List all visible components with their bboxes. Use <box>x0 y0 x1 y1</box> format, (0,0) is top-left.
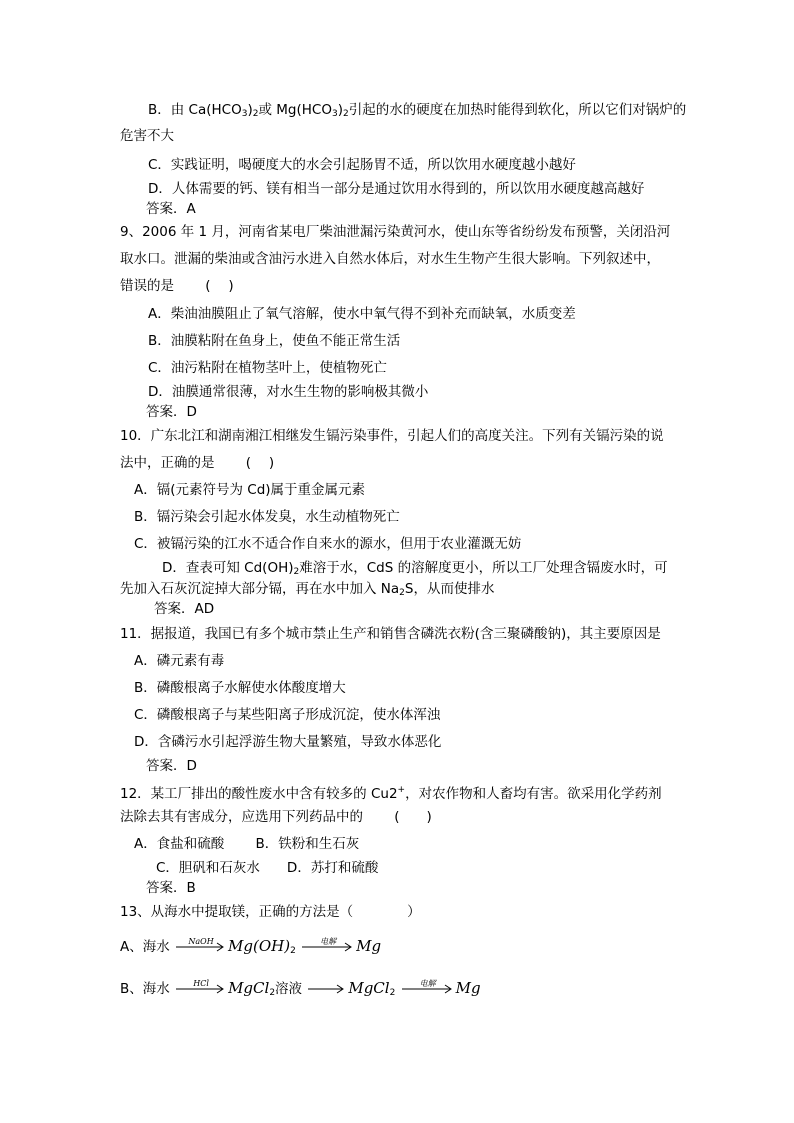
q10-option-b: B．镉污染会引起水体发臭，水生动植物死亡 <box>134 509 400 525</box>
q8-option-b-line1 <box>148 100 686 124</box>
q13-option-b <box>120 976 481 1005</box>
formula: MgCl <box>228 979 270 997</box>
text: ，对农作物和人畜均有害。欲采用化学药剂 <box>405 786 662 802</box>
q10-stem-line2: 法中，正确的是 ( ) <box>120 455 275 471</box>
text: 12．某工厂排出的酸性废水中含有较多的 Cu2 <box>120 786 398 802</box>
q9-stem-line3: 错误的是 ( ) <box>120 278 234 294</box>
q8-option-d: D．人体需要的钙、镁有相当一部分是通过饮用水得到的，所以饮用水硬度越高越好 <box>148 181 645 197</box>
text: A、海水 <box>120 939 170 955</box>
q8-option-c: C．实践证明，喝硬度大的水会引起肠胃不适，所以饮用水硬度越小越好 <box>148 157 576 173</box>
subscript: 3 <box>331 109 338 119</box>
q12-stem-line1 <box>120 780 662 804</box>
q9-answer: 答案．D <box>146 404 197 420</box>
q11-option-c: C．磷酸根离子与某些阳离子形成沉淀，使水体浑浊 <box>134 707 441 723</box>
text: ) <box>337 102 343 118</box>
reaction-arrow <box>308 984 346 994</box>
subscript: 2 <box>342 109 349 119</box>
q11-option-a: A．磷元素有毒 <box>134 653 225 669</box>
q10-option-a: A．镉(元素符号为 Cd)属于重金属元素 <box>134 482 366 498</box>
arrow-label: 电解 <box>419 979 436 988</box>
q8-option-b-line2: 危害不大 <box>120 128 174 144</box>
q9-option-c: C．油污粘附在植物茎叶上，使植物死亡 <box>148 360 387 376</box>
reaction-arrow <box>176 937 226 952</box>
formula: MgCl <box>348 979 390 997</box>
reaction-arrow <box>402 979 454 994</box>
q9-stem-line1: 9、2006 年 1 月，河南省某电厂柴油泄漏污染黄河水，使山东等省纷纷发布预警，关闭沿河 <box>120 224 671 240</box>
q9-stem-line2: 取水口。泄漏的柴油或含油污水进入自然水体后，对水生生物产生很大影响。下列叙述中， <box>120 251 660 267</box>
q10-answer: 答案．AD <box>154 601 215 617</box>
q9-option-d: D．油膜通常很薄，对水生生物的影响极其微小 <box>148 384 429 400</box>
q12-answer: 答案．B <box>146 880 196 896</box>
q11-option-b: B．磷酸根离子水解使水体酸度增大 <box>134 680 346 696</box>
reaction-arrow <box>302 937 354 952</box>
text: 先加入石灰沉淀掉大部分镉，再在水中加入 Na <box>120 581 400 597</box>
formula: Mg <box>455 979 481 997</box>
formula: Mg(OH) <box>228 937 291 955</box>
q8-answer: 答案．A <box>146 201 196 217</box>
q11-answer: 答案．D <box>146 758 197 774</box>
subscript: 2 <box>389 988 396 998</box>
subscript: 2 <box>293 567 300 577</box>
subscript: 2 <box>252 109 259 119</box>
q12-stem-line2: 法除去其有害成分，应选用下列药品中的 ( ) <box>120 809 432 825</box>
q10-option-c: C．被镉污染的江水不适合作自来水的源水，但用于农业灌溉无妨 <box>134 536 522 552</box>
arrow-icon <box>308 984 346 994</box>
arrow-label: HCl <box>193 979 209 988</box>
arrow-label: NaOH <box>188 937 214 946</box>
q11-option-d: D．含磷污水引起浮游生物大量繁殖，导致水体恶化 <box>134 734 442 750</box>
q9-option-a: A．柴油油膜阻止了氧气溶解，使水中氧气得不到补充而缺氧，水质变差 <box>148 306 576 322</box>
superscript: + <box>397 785 406 795</box>
q9-option-b: B．油膜粘附在鱼身上，使鱼不能正常生活 <box>148 333 401 349</box>
formula: Mg <box>356 937 382 955</box>
text: D．查表可知 Cd(OH) <box>162 560 294 576</box>
arrow-label: 电解 <box>320 937 337 946</box>
subscript: 2 <box>269 988 276 998</box>
subscript: 3 <box>241 109 248 119</box>
q11-stem: 11．据报道，我国已有多个城市禁止生产和销售含磷洗衣粉(含三聚磷酸钠)，其主要原因是 <box>120 626 661 642</box>
text: 难溶于水，CdS 的溶解度更小，所以工厂处理含镉废水时，可 <box>299 560 668 576</box>
text: ) <box>247 102 253 118</box>
q13-stem: 13、从海水中提取镁，正确的方法是（ ） <box>120 904 421 920</box>
text: B．由 Ca(HCO <box>148 102 242 118</box>
text: 或 Mg(HCO <box>258 102 332 118</box>
text: 溶液 <box>275 981 303 997</box>
subscript: 2 <box>399 588 405 598</box>
q12-options-cd: C．胆矾和石灰水 D．苏打和硫酸 <box>156 860 379 876</box>
text: S，从而使排水 <box>404 581 495 597</box>
text: 引起的水的硬度在加热时能得到软化，所以它们对锅炉的 <box>348 102 687 118</box>
q10-stem-line1: 10．广东北江和湖南湘江相继发生镉污染事件，引起人们的高度关注。下列有关镉污染的说 <box>120 428 664 444</box>
q13-option-a <box>120 934 381 963</box>
subscript: 2 <box>290 946 296 956</box>
reaction-arrow <box>176 979 226 994</box>
text: B、海水 <box>120 981 170 997</box>
q12-options-ab: A．食盐和硫酸 B．铁粉和生石灰 <box>134 836 360 852</box>
